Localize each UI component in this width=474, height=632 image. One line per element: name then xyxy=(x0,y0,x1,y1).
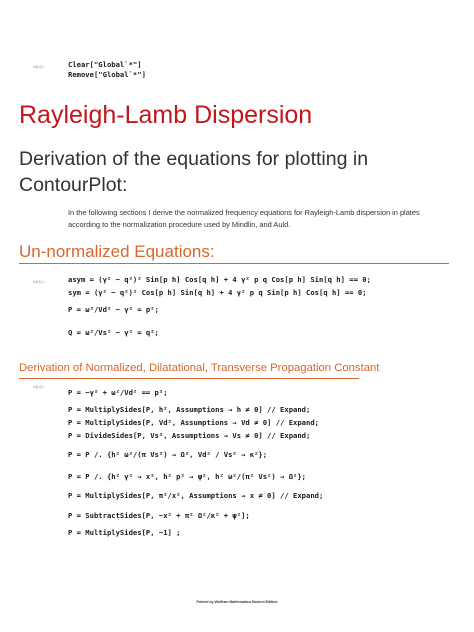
code-line[interactable]: Remove["Global`*"] xyxy=(68,70,146,79)
print-footer: Printed by Wolfram Mathematica Student Edition xyxy=(196,600,278,604)
code-line[interactable]: P = −γ² + ω²/Vd² == p²; xyxy=(68,388,168,397)
section-divider xyxy=(19,263,449,264)
code-line[interactable]: P = P /. {h² γ² → x², h² p² → ψ², h² ω²/(π² Vs²) → Ω²}; xyxy=(68,472,306,481)
code-line[interactable]: P = P /. {h² ω²/(π Vs²) → Ω², Vd² / Vs² → κ²}; xyxy=(68,450,268,459)
subsection-heading: Derivation of Normalized, Dilatational, Transverse Propagation Constant xyxy=(19,362,380,374)
input-label: In[12]:= xyxy=(33,385,45,389)
subsection-divider xyxy=(19,378,359,379)
code-line[interactable]: P = ω²/Vd² − γ² = p²; xyxy=(68,305,159,314)
code-line[interactable]: Q = ω²/Vs² − γ² = q²; xyxy=(68,328,159,337)
code-line[interactable]: P = MultiplySides[P, h², Assumptions → h ≠ 0] // Expand; xyxy=(68,405,311,414)
code-line[interactable]: P = SubtractSides[P, −x² + π² Ω²/κ² + ψ²]; xyxy=(68,511,250,520)
code-line[interactable]: Clear["Global`*"] xyxy=(68,60,142,69)
section-heading: Un-normalized Equations: xyxy=(19,242,215,261)
code-line[interactable]: P = DivideSides[P, Vs², Assumptions → Vs ≠ 0] // Expand; xyxy=(68,431,311,440)
code-line[interactable]: asym = (γ² − q²)² Sin[p h] Cos[q h] + 4 γ² p q Cos[p h] Sin[q h] == 0; xyxy=(68,275,371,284)
intro-text: In the following sections I derive the normalized frequency equations for Rayleigh-Lamb dispersion in plates according to the normalization procedure used by Mindlin, and Auld. xyxy=(68,208,420,229)
code-line[interactable]: P = MultiplySides[P, Vd², Assumptions → Vd ≠ 0] // Expand; xyxy=(68,418,319,427)
input-label: In[11]:= xyxy=(33,280,45,284)
input-label: In[10]:= xyxy=(33,65,45,69)
document-subtitle: Derivation of the equations for plotting in ContourPlot: xyxy=(19,148,369,196)
document-title: Rayleigh-Lamb Dispersion xyxy=(19,101,313,129)
code-line[interactable]: P = MultiplySides[P, π²/x², Assumptions → x ≠ 0] // Expand; xyxy=(68,491,324,500)
code-line[interactable]: P = MultiplySides[P, −1] ; xyxy=(68,528,181,537)
code-line[interactable]: sym = (γ² − q²)² Cos[p h] Sin[q h] + 4 γ² p q Sin[p h] Cos[q h] == 0; xyxy=(68,288,367,297)
